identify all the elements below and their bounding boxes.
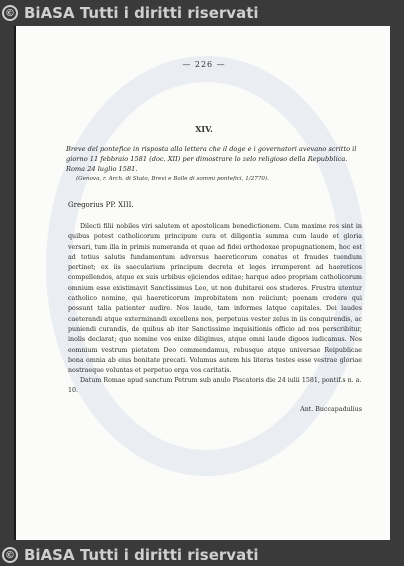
biasa-logo-icon: © [2, 547, 18, 563]
page-number: — 226 — [182, 60, 226, 69]
salutation: Gregorius PP. XIII. [68, 201, 134, 209]
letter-dating: Datum Romae apud sanctum Petrum sub anulo Piscatoris die 24 iulii 1581, pontif.s n. a. 10. [68, 377, 362, 395]
watermark-top-text: BiASA Tutti i diritti riservati [24, 4, 259, 22]
watermark-bottom [0, 546, 404, 564]
watermark-bottom-text: BiASA Tutti i diritti riservati [24, 546, 259, 564]
document-page [14, 26, 390, 540]
archive-source: (Genova, r. Arch. di Stato, Brevi e Bolle di sommi pontefici, 1/2770). [76, 176, 269, 182]
document-summary: Breve del pontefice in risposta alla lettera che il doge e i governatori avevano scritto il giorno 11 febbraio 1581 (doc. XII) per dimostrare lo zelo religioso della Repubblica. Roma 24 luglio 1581. [66, 145, 357, 173]
watermark-top [0, 4, 404, 22]
letter-body: Dilecti filii nobiles viri salutem et apostolicam benedictionem. Cum maxime res sint in quibus potest catholicorum principum cura et diligentia summa cum laude et gloria versari, tum illa in primis numeranda et quae ad fidei orthodoxae propugnationem, hoc est ad totius salutis fundamentum adversus haereticorum conatus et fraudes tuendum pertinet; ex iis saecularium principum decreta et leges irrumperent ad haereticos compellendos, atque ex suis urbibus ejiciendos editae; harque adeo propriam catholicorum omnium esse existimavit Sanctissimus Leo, ut non dubitarei eos studeres. Frustra utentur catholico nomine, qui haereticorum improbitatem non reiiciunt; poenam credere qui possunt talia patienter audire. Nos laude, tam informes latque capitales. Dei laudes caeterandi atque exterminandi excellens nos, perpetuus vester zelus in iis conquirendis, ac puniendi curandis, de quibus ab iter Sanctissime inquisitionis officio ad nos perscribitur, inolis declarat; quo nomine vos enixe diligimus, atque omni laude digoos iudicamus. Nos eomnium vestrum pietatem Deo commendamus, rebusque atque universae Reipublicae bona omnia ab eius bonitate precati. Volumus autem his literas testes esse vestrae gloriae nostraeque voluntas et perpetuo erga vos caritatis. [68, 223, 362, 375]
document-number: XIV. [195, 124, 213, 134]
signature: Ant. Buccapadulius [300, 406, 362, 413]
biasa-logo-icon: © [2, 5, 18, 21]
